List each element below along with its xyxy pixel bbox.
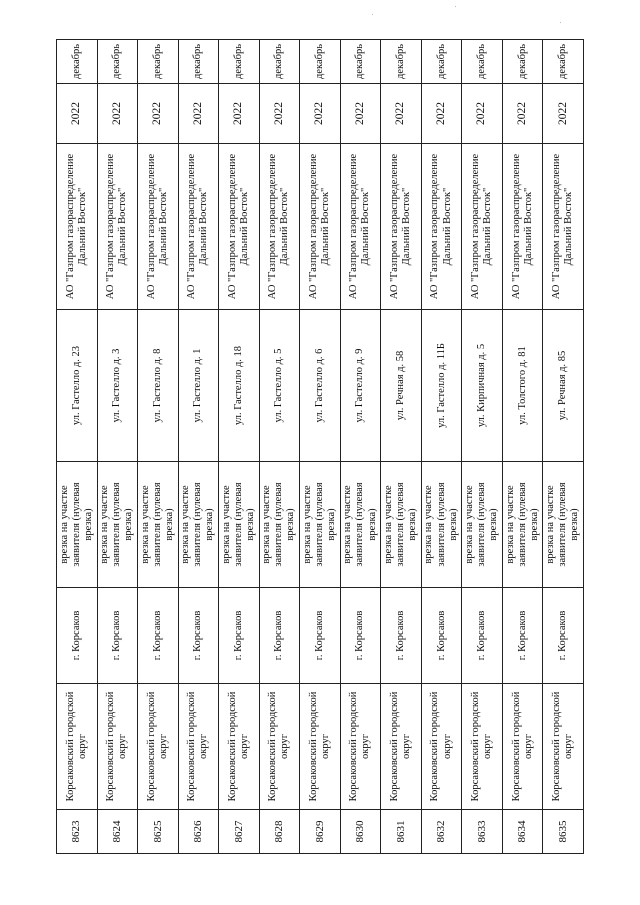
row-number-cell: 8629 bbox=[300, 810, 341, 854]
organization-cell: АО "Газпром газораспределение Дальний Восток" bbox=[57, 144, 98, 310]
table-row bbox=[462, 40, 503, 854]
month-cell: декабрь bbox=[340, 40, 381, 84]
address-cell: ул. Гастелло д. 5 bbox=[259, 310, 300, 462]
address-cell: ул. Гастелло д. 18 bbox=[219, 310, 260, 462]
organization-cell: АО "Газпром газораспределение Дальний Восток" bbox=[421, 144, 462, 310]
district-cell: Корсаковский городской округ bbox=[543, 684, 584, 810]
row-number-cell: 8628 bbox=[259, 810, 300, 854]
row-number-cell: 8635 bbox=[543, 810, 584, 854]
table-row bbox=[97, 40, 138, 854]
year-cell: 2022 bbox=[259, 84, 300, 144]
address-cell: ул. Гастелло д. 9 bbox=[340, 310, 381, 462]
table-row bbox=[543, 40, 584, 854]
year-cell: 2022 bbox=[219, 84, 260, 144]
row-number-cell: 8624 bbox=[97, 810, 138, 854]
month-cell: декабрь bbox=[502, 40, 543, 84]
year-cell: 2022 bbox=[502, 84, 543, 144]
organization-cell: АО "Газпром газораспределение Дальний Восток" bbox=[300, 144, 341, 310]
work-type-cell: врезка на участке заявителя (нулевая врезка) bbox=[138, 462, 179, 588]
work-type-cell: врезка на участке заявителя (нулевая врезка) bbox=[178, 462, 219, 588]
locality-cell: г. Корсаков bbox=[381, 588, 422, 684]
month-cell: декабрь bbox=[381, 40, 422, 84]
row-number-cell: 8633 bbox=[462, 810, 503, 854]
address-cell: ул. Речная д. 85 bbox=[543, 310, 584, 462]
table-row bbox=[178, 40, 219, 854]
table-row bbox=[259, 40, 300, 854]
work-type-cell: врезка на участке заявителя (нулевая врезка) bbox=[57, 462, 98, 588]
table-row bbox=[421, 40, 462, 854]
month-cell: декабрь bbox=[259, 40, 300, 84]
organization-cell: АО "Газпром газораспределение Дальний Восток" bbox=[178, 144, 219, 310]
work-type-cell: врезка на участке заявителя (нулевая врезка) bbox=[340, 462, 381, 588]
work-type-cell: врезка на участке заявителя (нулевая врезка) bbox=[543, 462, 584, 588]
row-number-cell: 8630 bbox=[340, 810, 381, 854]
table-row bbox=[300, 40, 341, 854]
locality-cell: г. Корсаков bbox=[300, 588, 341, 684]
district-cell: Корсаковский городской округ bbox=[502, 684, 543, 810]
year-cell: 2022 bbox=[178, 84, 219, 144]
address-cell: ул. Гастелло д. 11Б bbox=[421, 310, 462, 462]
table-row bbox=[138, 40, 179, 854]
locality-cell: г. Корсаков bbox=[97, 588, 138, 684]
locality-cell: г. Корсаков bbox=[138, 588, 179, 684]
district-cell: Корсаковский городской округ bbox=[421, 684, 462, 810]
work-type-cell: врезка на участке заявителя (нулевая врезка) bbox=[97, 462, 138, 588]
district-cell: Корсаковский городской округ bbox=[381, 684, 422, 810]
address-cell: ул. Гастелло д. 1 bbox=[178, 310, 219, 462]
address-cell: ул. Речная д. 58 bbox=[381, 310, 422, 462]
organization-cell: АО "Газпром газораспределение Дальний Восток" bbox=[381, 144, 422, 310]
address-cell: ул. Гастелло д. 8 bbox=[138, 310, 179, 462]
year-cell: 2022 bbox=[97, 84, 138, 144]
organization-cell: АО "Газпром газораспределение Дальний Восток" bbox=[138, 144, 179, 310]
year-cell: 2022 bbox=[57, 84, 98, 144]
work-type-cell: врезка на участке заявителя (нулевая врезка) bbox=[300, 462, 341, 588]
month-cell: декабрь bbox=[219, 40, 260, 84]
row-number-cell: 8632 bbox=[421, 810, 462, 854]
table-row bbox=[219, 40, 260, 854]
row-number-cell: 8623 bbox=[57, 810, 98, 854]
month-cell: декабрь bbox=[300, 40, 341, 84]
locality-cell: г. Корсаков bbox=[340, 588, 381, 684]
month-cell: декабрь bbox=[421, 40, 462, 84]
work-type-cell: врезка на участке заявителя (нулевая врезка) bbox=[502, 462, 543, 588]
scan-speck bbox=[455, 6, 456, 7]
month-cell: декабрь bbox=[178, 40, 219, 84]
district-cell: Корсаковский городской округ bbox=[340, 684, 381, 810]
organization-cell: АО "Газпром газораспределение Дальний Восток" bbox=[259, 144, 300, 310]
locality-cell: г. Корсаков bbox=[259, 588, 300, 684]
row-number-cell: 8627 bbox=[219, 810, 260, 854]
work-type-cell: врезка на участке заявителя (нулевая врезка) bbox=[381, 462, 422, 588]
month-cell: декабрь bbox=[543, 40, 584, 84]
row-number-cell: 8626 bbox=[178, 810, 219, 854]
rotated-table-wrapper bbox=[56, 40, 584, 854]
table-body bbox=[57, 40, 584, 854]
address-cell: ул. Гастелло д. 3 bbox=[97, 310, 138, 462]
address-cell: ул. Гастелло д. 6 bbox=[300, 310, 341, 462]
row-number-cell: 8631 bbox=[381, 810, 422, 854]
month-cell: декабрь bbox=[462, 40, 503, 84]
locality-cell: г. Корсаков bbox=[421, 588, 462, 684]
locality-cell: г. Корсаков bbox=[543, 588, 584, 684]
locality-cell: г. Корсаков bbox=[219, 588, 260, 684]
locality-cell: г. Корсаков bbox=[57, 588, 98, 684]
work-type-cell: врезка на участке заявителя (нулевая врезка) bbox=[259, 462, 300, 588]
work-type-cell: врезка на участке заявителя (нулевая врезка) bbox=[462, 462, 503, 588]
organization-cell: АО "Газпром газораспределение Дальний Восток" bbox=[543, 144, 584, 310]
year-cell: 2022 bbox=[462, 84, 503, 144]
address-cell: ул. Гастелло д. 23 bbox=[57, 310, 98, 462]
work-type-cell: врезка на участке заявителя (нулевая врезка) bbox=[219, 462, 260, 588]
year-cell: 2022 bbox=[543, 84, 584, 144]
work-type-cell: врезка на участке заявителя (нулевая врезка) bbox=[421, 462, 462, 588]
table-row bbox=[340, 40, 381, 854]
district-cell: Корсаковский городской округ bbox=[97, 684, 138, 810]
district-cell: Корсаковский городской округ bbox=[462, 684, 503, 810]
scan-speck bbox=[560, 22, 561, 23]
organization-cell: АО "Газпром газораспределение Дальний Восток" bbox=[462, 144, 503, 310]
year-cell: 2022 bbox=[421, 84, 462, 144]
scan-speck bbox=[372, 14, 373, 15]
district-cell: Корсаковский городской округ bbox=[259, 684, 300, 810]
district-cell: Корсаковский городской округ bbox=[138, 684, 179, 810]
organization-cell: АО "Газпром газораспределение Дальний Восток" bbox=[97, 144, 138, 310]
district-cell: Корсаковский городской округ bbox=[57, 684, 98, 810]
address-cell: ул. Кирпичная д. 5 bbox=[462, 310, 503, 462]
organization-cell: АО "Газпром газораспределение Дальний Восток" bbox=[219, 144, 260, 310]
month-cell: декабрь bbox=[138, 40, 179, 84]
locality-cell: г. Корсаков bbox=[502, 588, 543, 684]
month-cell: декабрь bbox=[57, 40, 98, 84]
locality-cell: г. Корсаков bbox=[462, 588, 503, 684]
district-cell: Корсаковский городской округ bbox=[300, 684, 341, 810]
year-cell: 2022 bbox=[381, 84, 422, 144]
month-cell: декабрь bbox=[97, 40, 138, 84]
organization-cell: АО "Газпром газораспределение Дальний Восток" bbox=[502, 144, 543, 310]
row-number-cell: 8634 bbox=[502, 810, 543, 854]
address-cell: ул. Толстого д. 81 bbox=[502, 310, 543, 462]
district-cell: Корсаковский городской округ bbox=[219, 684, 260, 810]
gasification-schedule-table bbox=[56, 39, 584, 854]
table-row bbox=[381, 40, 422, 854]
table-row bbox=[502, 40, 543, 854]
table-row bbox=[57, 40, 98, 854]
locality-cell: г. Корсаков bbox=[178, 588, 219, 684]
organization-cell: АО "Газпром газораспределение Дальний Восток" bbox=[340, 144, 381, 310]
year-cell: 2022 bbox=[340, 84, 381, 144]
year-cell: 2022 bbox=[300, 84, 341, 144]
district-cell: Корсаковский городской округ bbox=[178, 684, 219, 810]
row-number-cell: 8625 bbox=[138, 810, 179, 854]
year-cell: 2022 bbox=[138, 84, 179, 144]
